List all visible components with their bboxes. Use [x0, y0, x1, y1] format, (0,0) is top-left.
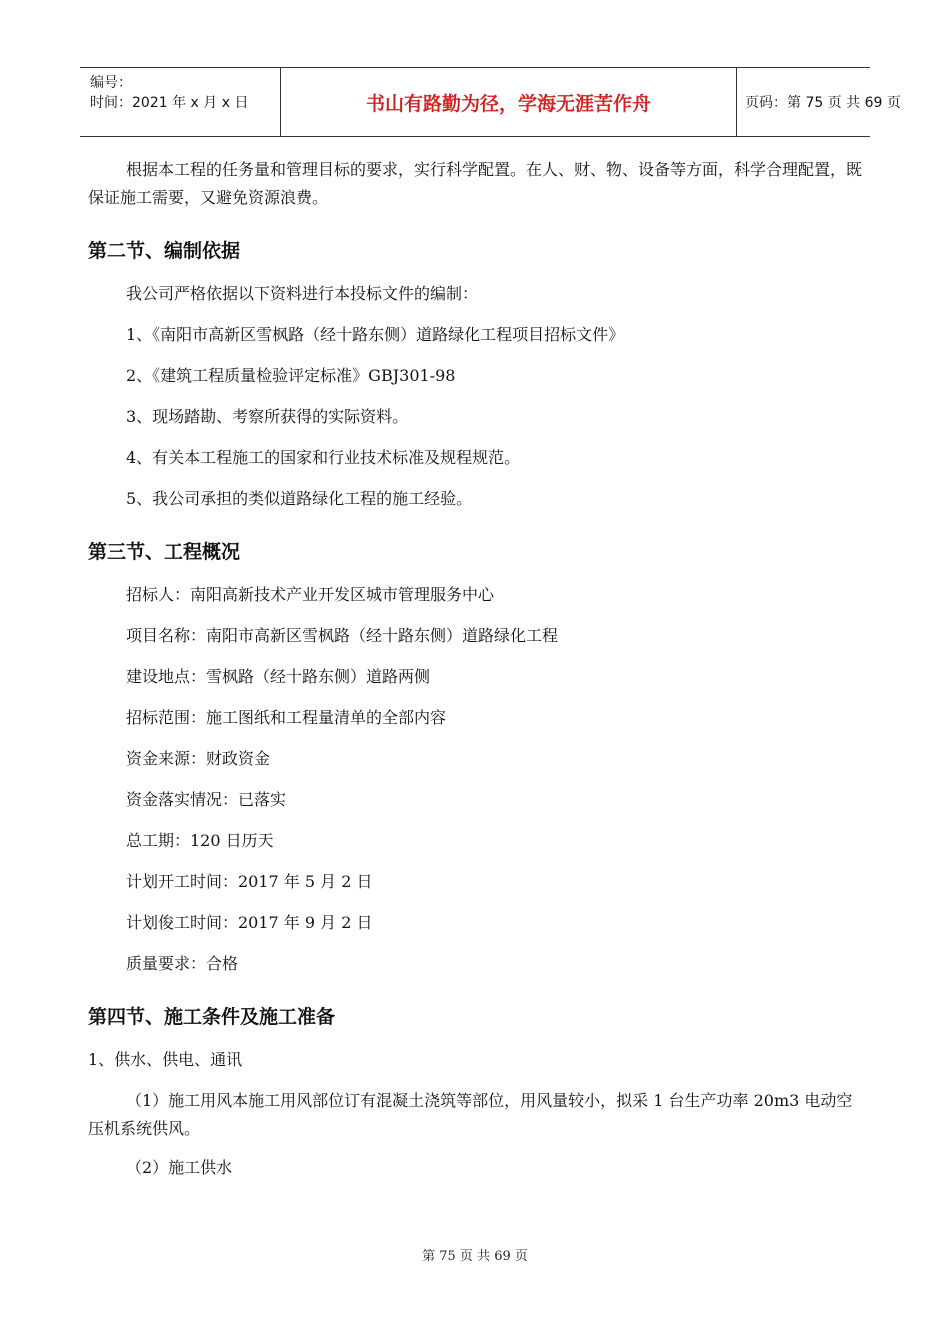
page-footer: 第 75 页 共 69 页 — [422, 1249, 528, 1264]
header-motto: 书山有路勤为径，学海无涯苦作舟 — [365, 92, 651, 115]
section-4-subheading: （2）施工供水 — [126, 1158, 233, 1177]
section-4-paragraph: （1）施工用风本施工用风部位订有混凝土浇筑等部位，用风量较小，拟采 1 台生产功率 20m3 电动空压机系统供风。 — [88, 1091, 853, 1138]
section-2-lead: 我公司严格依据以下资料进行本投标文件的编制： — [126, 284, 479, 303]
intro-paragraph: 根据本工程的任务量和管理目标的要求，实行科学配置。在人、财、物、设备等方面，科学合理配置，既保证施工需要，又避免资源浪费。 — [88, 160, 863, 207]
overview-item: 资金来源：财政资金 — [126, 749, 271, 768]
basis-item: 5、我公司承担的类似道路绿化工程的施工经验。 — [126, 489, 473, 508]
overview-item: 计划俊工时间：2017 年 9 月 2 日 — [126, 913, 373, 932]
basis-item: 1、《南阳市高新区雪枫路（经十路东侧）道路绿化工程项目招标文件》 — [126, 325, 625, 344]
section-4-subheading: 1、供水、供电、通讯 — [88, 1050, 243, 1069]
overview-item: 质量要求：合格 — [126, 954, 239, 973]
basis-item: 4、有关本工程施工的国家和行业技术标准及规程规范。 — [126, 448, 521, 467]
section-3-title: 第三节、工程概况 — [88, 541, 241, 563]
basis-item: 2、《建筑工程质量检验评定标准》GBJ301-98 — [126, 366, 456, 385]
section-4-title: 第四节、施工条件及施工准备 — [88, 1006, 336, 1028]
overview-item: 总工期：120 日历天 — [126, 831, 274, 850]
overview-item: 项目名称：南阳市高新区雪枫路（经十路东侧）道路绿化工程 — [126, 626, 559, 645]
section-2-title: 第二节、编制依据 — [88, 240, 241, 262]
header-page-info: 页码：第 75 页 共 69 页 — [745, 95, 901, 111]
header-left-cell — [80, 68, 280, 136]
header-motto-cell — [280, 68, 737, 136]
doc-number: 编号： — [90, 75, 132, 91]
doc-date: 时间：2021 年 x 月 x 日 — [90, 95, 249, 111]
page-header — [80, 67, 901, 137]
overview-item: 计划开工时间：2017 年 5 月 2 日 — [126, 872, 373, 891]
overview-item: 资金落实情况：已落实 — [126, 790, 287, 809]
header-page-cell — [735, 68, 901, 136]
document-body — [88, 156, 868, 1182]
overview-item: 招标人：南阳高新技术产业开发区城市管理服务中心 — [126, 585, 495, 604]
overview-item: 建设地点：雪枫路（经十路东侧）道路两侧 — [126, 667, 431, 686]
overview-item: 招标范围：施工图纸和工程量清单的全部内容 — [126, 708, 447, 727]
basis-item: 3、现场踏勘、考察所获得的实际资料。 — [126, 407, 409, 426]
